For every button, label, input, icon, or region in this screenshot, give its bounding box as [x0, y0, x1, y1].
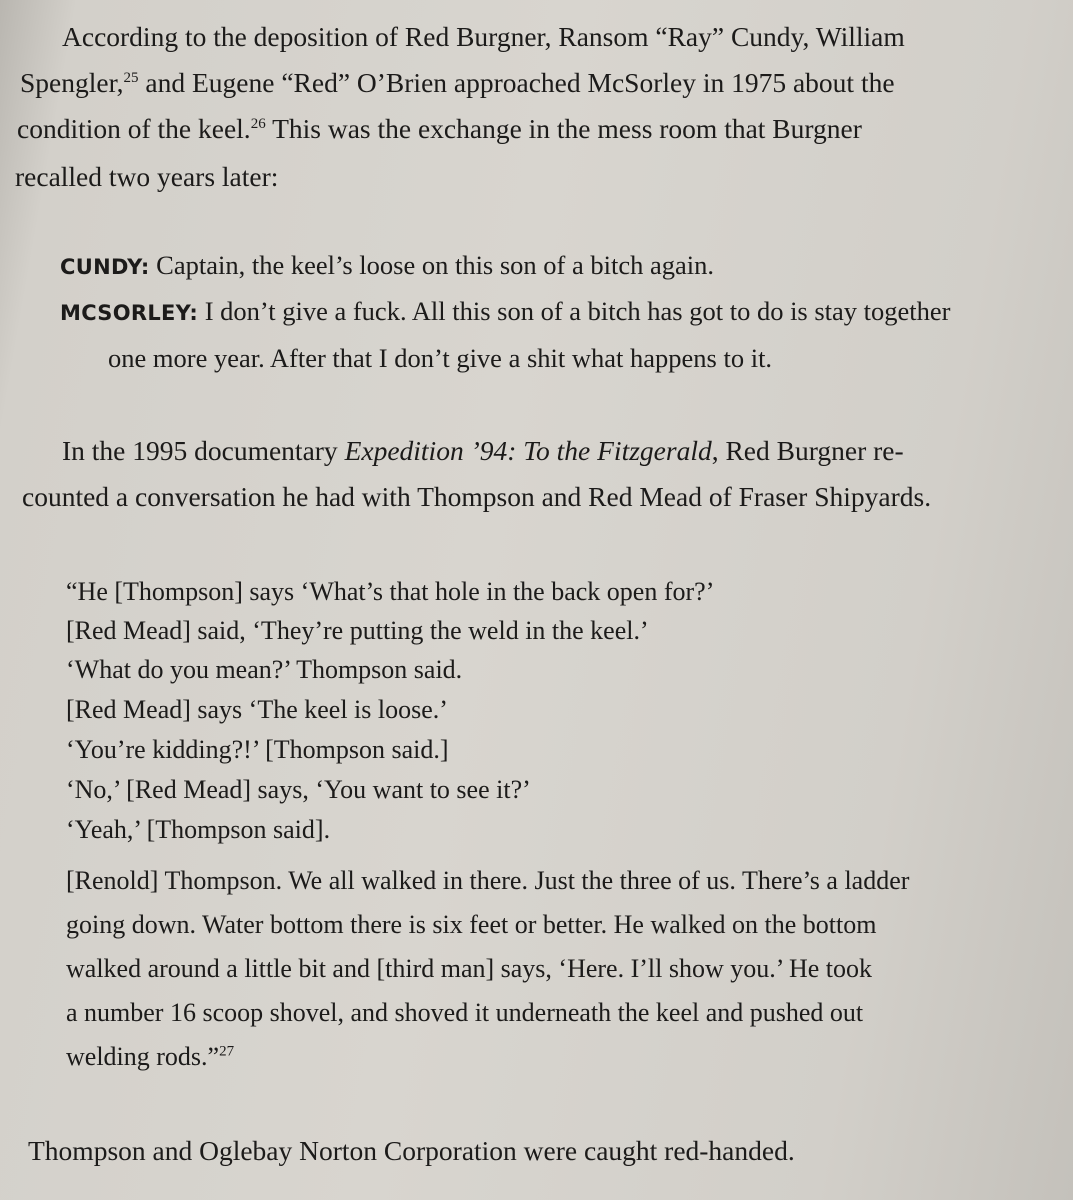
dialogue-text: Captain, the keel’s loose on this son of a bitch again.: [156, 250, 715, 280]
quote-line: [66, 614, 649, 648]
quote-line: [66, 996, 863, 1030]
dialogue-cundy: [60, 248, 714, 284]
quote-line: [66, 733, 448, 767]
speaker-label: MCSORLEY:: [60, 301, 199, 325]
text-span: counted a conversation he had with Thompson and Red Mead of Fraser Shipyards.: [22, 481, 932, 512]
dialogue-text: one more year. After that I don’t give a shit what happens to it.: [108, 343, 773, 373]
text-span: going down. Water bottom there is six feet or better. He walked on the bottom: [66, 910, 877, 939]
text-span: welding rods.”: [66, 1042, 220, 1071]
quote-line: [66, 1040, 234, 1074]
quote-line: [66, 693, 448, 727]
text-span: According to the deposition of Red Burgner, Ransom “Ray” Cundy, William: [62, 21, 905, 52]
paragraph-1-line-3: [17, 112, 862, 146]
text-span: ‘You’re kidding?!’ [Thompson said.]: [66, 735, 449, 764]
text-span: ‘No,’ [Red Mead] says, ‘You want to see it?’: [66, 775, 531, 804]
dialogue-mcsorley-2: [108, 341, 772, 375]
speaker-label: CUNDY:: [60, 255, 150, 279]
text-span: a number 16 scoop shovel, and shoved it underneath the keel and pushed out: [66, 998, 864, 1027]
paragraph-2-line-1: [62, 434, 904, 468]
documentary-title: Expedition ’94: To the Fitzgerald: [344, 435, 712, 466]
paragraph-1-line-1: [62, 20, 905, 54]
dialogue-mcsorley-1: [60, 294, 951, 330]
text-span: Thompson and Oglebay Norton Corporation were caught red-handed.: [28, 1135, 795, 1166]
quote-line: [66, 813, 330, 847]
paragraph-1-line-2: [20, 66, 895, 100]
footnote-marker: 27: [219, 1043, 235, 1060]
footnote-marker: 26: [250, 115, 266, 132]
quote-line: [66, 908, 876, 942]
text-span: condition of the keel.: [17, 113, 251, 144]
text-span: “He [Thompson] says ‘What’s that hole in the back open for?’: [66, 577, 715, 606]
text-span: In the 1995 documentary: [62, 435, 345, 466]
paragraph-2-line-2: [22, 480, 931, 514]
text-span: ‘Yeah,’ [Thompson said].: [66, 815, 331, 844]
text-span: walked around a little bit and [third man] says, ‘Here. I’ll show you.’ He took: [66, 954, 873, 983]
quote-line: [66, 575, 714, 609]
text-span: recalled two years later:: [15, 161, 279, 192]
dialogue-text: I don’t give a fuck. All this son of a bitch has got to do is stay together: [204, 296, 951, 326]
text-span: [Red Mead] says ‘The keel is loose.’: [66, 695, 448, 724]
closing-sentence: [28, 1134, 795, 1168]
text-span: This was the exchange in the mess room that Burgner: [272, 113, 862, 144]
text-span: , Red Burgner re-: [711, 435, 904, 466]
text-span: ‘What do you mean?’ Thompson said.: [66, 655, 463, 684]
text-span: [Red Mead] said, ‘They’re putting the weld in the keel.’: [66, 616, 649, 645]
text-span: [Renold] Thompson. We all walked in there. Just the three of us. There’s a ladder: [66, 866, 910, 895]
quote-line: [66, 773, 531, 807]
quote-line: [66, 952, 872, 986]
quote-line: [66, 653, 462, 687]
footnote-marker: 25: [123, 69, 139, 86]
text-span: Spengler,: [20, 67, 124, 98]
text-span: and Eugene “Red” O’Brien approached McSorley in 1975 about the: [145, 67, 895, 98]
paragraph-1-line-4: [15, 160, 278, 194]
quote-line: [66, 864, 909, 898]
